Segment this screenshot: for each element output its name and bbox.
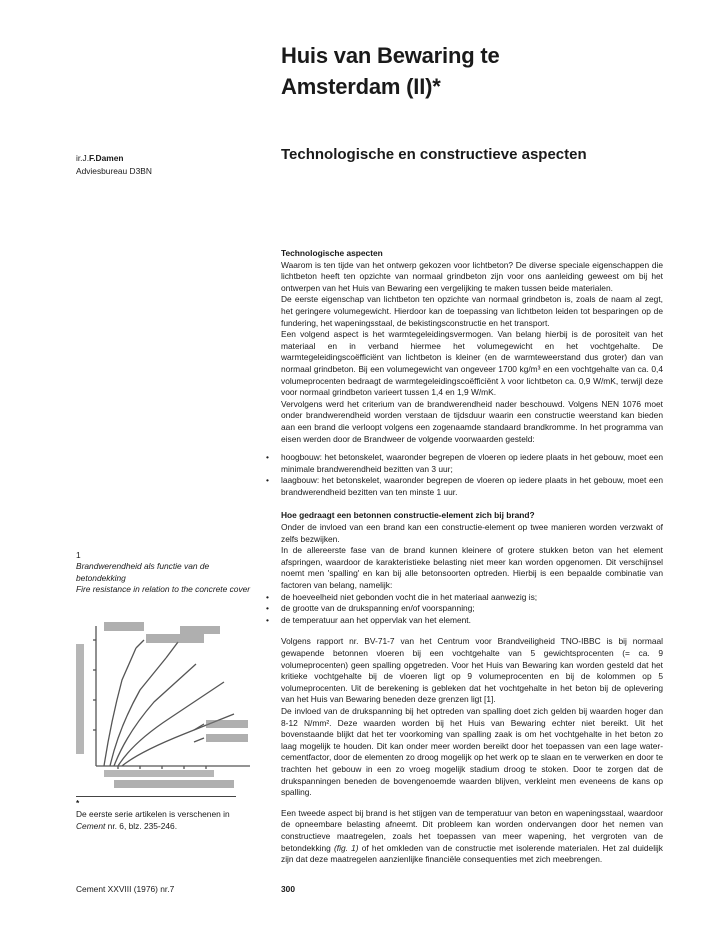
section1-paragraph: Waarom is ten tijde van het ontwerp gekozen voor lichtbeton? De diverse speciale eigenschappen die lichtbeton heeft ten opzichte van normaal grindbeton zijn voor ons aanleiding geweest om bij het ontwerpen van het Huis van Bewaring een vergelijking te maken tussen beide materialen. — [281, 259, 663, 293]
footnote-divider — [76, 796, 236, 797]
footnote-mark: * — [76, 798, 80, 808]
article-subtitle: Technologische en constructieve aspecten — [281, 146, 587, 163]
figure-caption-dutch: Brandwerendheid als functie van de betondekking — [76, 561, 210, 583]
page-number: 300 — [281, 884, 295, 894]
figure-caption — [76, 550, 256, 596]
list-item: • de hoeveelheid niet gebonden vocht die in het materiaal aanwezig is; — [266, 591, 538, 602]
figure-reference: (fig. 1) — [334, 842, 359, 853]
section1-paragraph: Vervolgens werd het criterium van de brandwerendheid nader beschouwd. Volgens NEN 1076 moet onder brandwerendheid worden verstaan de tijdsduur waarin een constructie weerstand kan bieden aan een brand die verloopt volgens een zogenaamde standaard brandkromme. In het programma van eisen werden door de Brandweer de volgende voorwaarden gesteld: — [281, 398, 663, 444]
list-item: • hoogbouw: het betonskelet, waaronder begrepen de vloeren op iedere plaats in het gebouw, moet een minimale brandwerendheid bezitten van 3 uur; — [266, 452, 663, 474]
section1-heading: Technologische aspecten — [281, 248, 383, 258]
title-line-2: Amsterdam (II)* — [281, 74, 441, 99]
section2-paragraph: In de allereerste fase van de brand kunnen kleinere of grotere stukken beton van het element afspringen, waardoor de karakteristieke belasting niet meer kan worden opgenomen. Dit verschijnsel noemt men 'spalling' en kan bij alle betonsoorten optreden. Hierbij is een bepaalde combinatie van factoren van belang, namelijk: — [281, 545, 663, 591]
section2-heading: Hoe gedraagt een betonnen constructie-element zich bij brand? — [281, 510, 535, 521]
figure-number: 1 — [76, 550, 81, 560]
bullet-icon: • — [266, 603, 269, 614]
figure-graph-image — [74, 620, 254, 790]
list-item: • laagbouw: het betonskelet, waaronder begrepen de vloeren op iedere plaats in het gebouw, moet een brandwerendheid bezitten van ten minste 1 uur. — [266, 475, 663, 497]
author-affiliation: Adviesbureau D3BN — [76, 166, 152, 176]
footer-journal: Cement XXVIII (1976) nr.7 — [76, 884, 175, 894]
author-prefix: ir.J. — [76, 153, 90, 163]
section1-paragraph: Een volgend aspect is het warmtegeleidingsvermogen. Van belang hierbij is de porositeit van het materiaal en in verband hiermee het volumegewicht en het vochtgehalte. De warmtegeleidingscoëfficiënt van lichtbeton is kleiner (en de warmteweerstand dus groter) dan van normaal grindbeton. Bij een volumegewicht van ongeveer 1700 kg/m³ en een vochtgehalte van ca. 0,4 volumeprocenten bedraagt de warmtegeleidingscoëfficiënt λ voor lichtbeton ca. 0,9 W/mK, terwijl deze voor normaal grindbeton varieert tussen 1,4 en 1,9 W/mK. — [281, 329, 663, 398]
section2-bullet-list — [266, 591, 663, 627]
bullet-icon: • — [266, 475, 269, 486]
section2-paragraph: Onder de invloed van een brand kan een constructie-element op twee manieren worden verzwakt of zelfs bezwijken. — [281, 522, 663, 544]
section1-paragraph: De eerste eigenschap van lichtbeton ten opzichte van normaal grindbeton is, zoals de naam al zegt, het geringere volumegewicht. Hierdoor kan de toepassing van lichtbeton leiden tot besparingen op de fundering, het wapeningsstaal, de bekistingsconstructie en het transport. — [281, 294, 663, 328]
section2-paragraph: Volgens rapport nr. BV-71-7 van het Centrum voor Brandveiligheid TNO-IBBC is bij normaal gewapende betonnen vloeren bij een vochtgehalte van 5 gewichtsprocenten (= ca. 9 volumeprocenten) geen spalling opgetreden. Voor het Huis van Bewaring kan worden gesteld dat het kritieke vochtgehalte bij de vloeren ligt op 9 volumeprocenten en bij de kolommen op 5 volumeprocenten. Uit de berekening is gebleken dat het vochtgehalte in het beton bij de oplevering van het Huis van Bewaring beneden deze grenzen ligt [1]. — [281, 636, 663, 705]
figure-caption-english: Fire resistance in relation to the concrete cover — [76, 584, 251, 595]
section1-bullet-list — [266, 452, 663, 498]
bullet-icon: • — [266, 452, 269, 463]
bullet-icon: • — [266, 614, 269, 625]
article-title — [281, 40, 681, 102]
bullet-icon: • — [266, 591, 269, 602]
title-line-1: Huis van Bewaring te — [281, 43, 500, 68]
author-block — [76, 152, 266, 178]
footnote — [76, 798, 256, 832]
section2-paragraph: De invloed van de drukspanning bij het optreden van spalling doet zich gelden bij waarden hoger dan 8-12 N/mm². Deze waarden worden bij het Huis van Bewaring echter niet bereikt. Uit het bovenstaande blijkt dat het ter voorkoming van spalling zaak is om het vochtgehalte in het beton zo laag mogelijk te houden. Dit kan onder meer worden bereikt door het toepassen van een lage water-cementfactor, door de elementen zo droog mogelijk op het werk op te slaan en te verwerken en door te trachten het gebouw in een zo vroeg mogelijk stadium droog te stoken. Door te zorgen dat de drukspanningen beneden de bovengenoemde waarden blijven, verkleint men eveneens de kans op spalling. — [281, 705, 663, 798]
footnote-text: De eerste serie artikelen is verschenen in Cement nr. 6, blz. 235-246. — [76, 809, 230, 831]
list-item: • de temperatuur aan het oppervlak van het element. — [266, 614, 471, 625]
footnote-journal: Cement — [76, 820, 106, 831]
author-name: F.Damen — [89, 153, 124, 163]
main-column — [266, 248, 663, 866]
author-name-line — [76, 152, 266, 165]
list-item: • de grootte van de drukspanning en/of voorspanning; — [266, 603, 475, 614]
section2-final-paragraph: Een tweede aspect bij brand is het stijgen van de temperatuur van beton en wapeningsstaal, waardoor de opneembare belasting afneemt. Dit probleem kan worden ondervangen door het nemen van constructieve maatregelen, zoals het toepassen van meer wapening, het vergroten van de betondekking (fig. 1) of het omkleden van de constructie met isolerende materialen. Het zal duidelijk zijn dat deze maatregelen aanzienlijke financiële consequenties met zich meebrengen. — [281, 807, 663, 865]
